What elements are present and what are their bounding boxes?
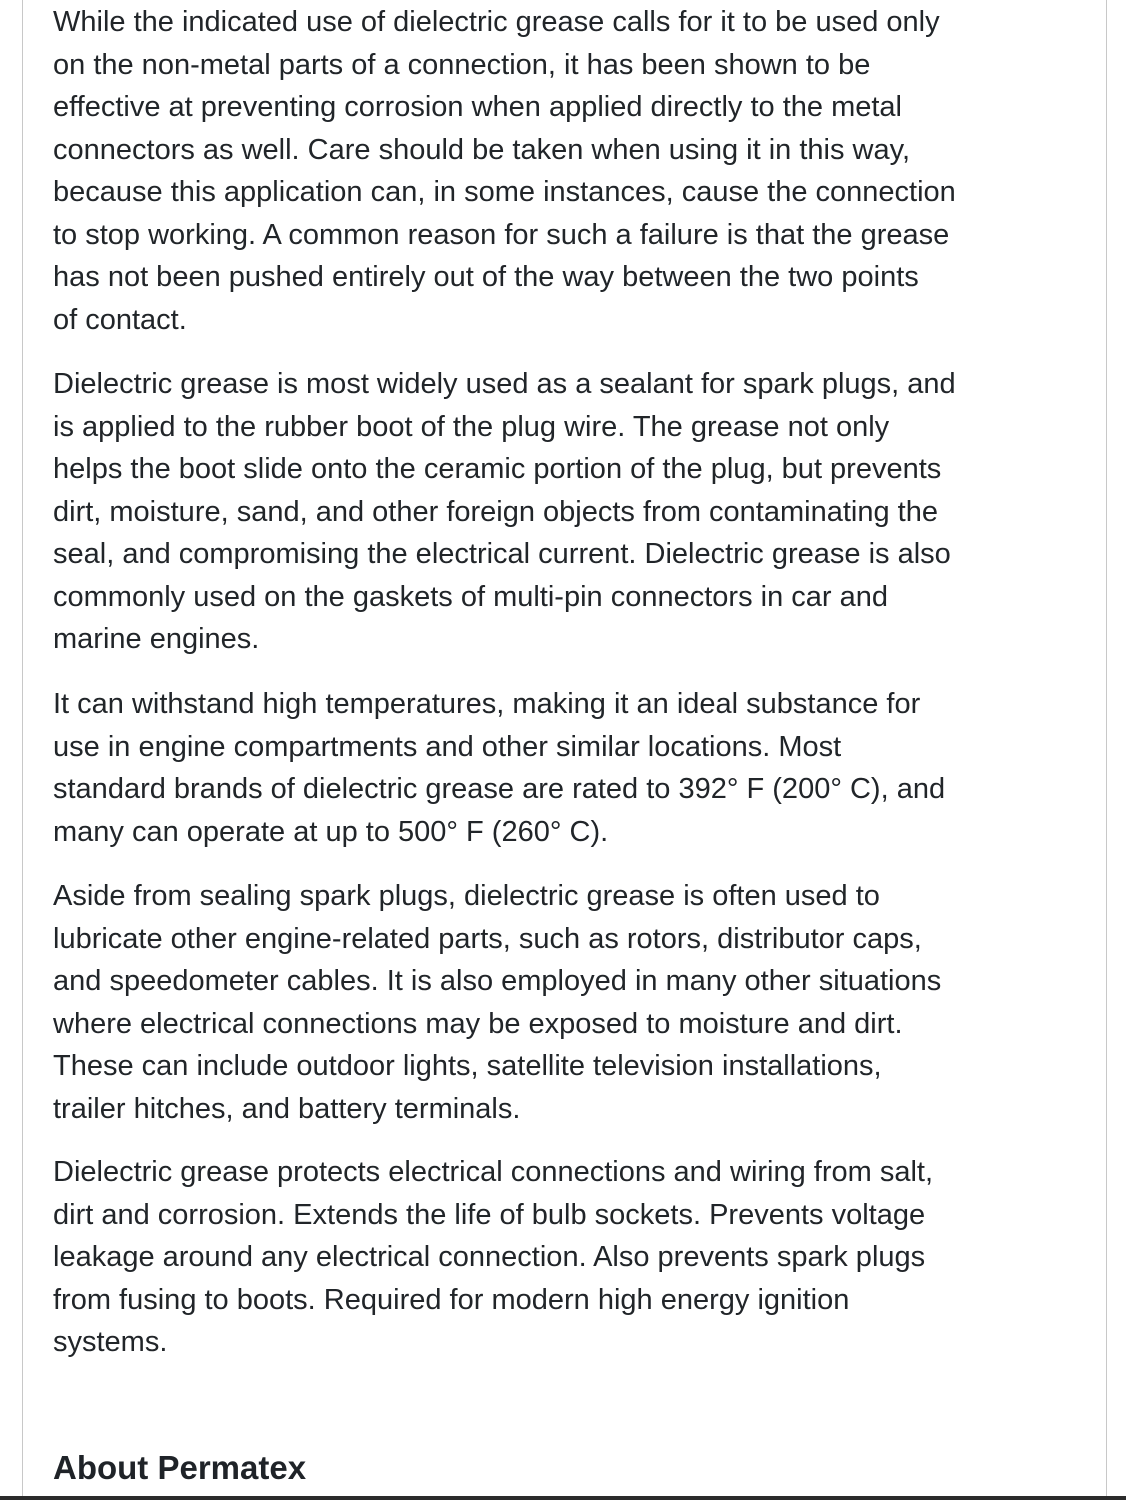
text-line: dirt and corrosion. Extends the life of bulb sockets. Prevents voltage (53, 1198, 926, 1231)
text-line: of contact. (53, 303, 187, 336)
paragraph-spark-plugs (53, 363, 956, 661)
text-line: leakage around any electrical connection. Also prevents spark plugs (53, 1241, 926, 1273)
text-line: standard brands of dielectric grease are rated to 392° F (200° C), and (53, 773, 946, 805)
text-line: helps the boot slide onto the ceramic portion of the plug, but prevents (53, 453, 942, 485)
text-line: It can withstand high temperatures, making it an ideal substance for (53, 688, 921, 720)
text-line: dirt, moisture, sand, and other foreign objects from contaminating the (53, 495, 938, 528)
paragraph-protection (53, 1151, 933, 1364)
text-line: many can operate at up to 500° F (260° C). (53, 815, 609, 848)
text-line: effective at preventing corrosion when applied directly to the metal (53, 91, 903, 123)
text-line: Dielectric grease is most widely used as a sealant for spark plugs, and (53, 368, 956, 400)
text-line: systems. (53, 1326, 168, 1358)
text-line: is applied to the rubber boot of the plug wire. The grease not only (53, 410, 890, 443)
text-line: lubricate other engine-related parts, such as rotors, distributor caps, (53, 922, 922, 955)
text-line: has not been pushed entirely out of the way between the two points (53, 261, 919, 293)
text-line: seal, and compromising the electrical current. Dielectric grease is also (53, 538, 951, 570)
text-line: commonly used on the gaskets of multi-pin connectors in car and (53, 580, 888, 613)
text-line: to stop working. A common reason for such a failure is that the grease (53, 218, 950, 251)
text-line: These can include outdoor lights, satellite television installations, (53, 1050, 882, 1082)
text-line: marine engines. (53, 623, 260, 655)
text-line: on the non-metal parts of a connection, it has been shown to be (53, 48, 871, 81)
text-line: Dielectric grease protects electrical connections and wiring from salt, (53, 1156, 934, 1188)
text-line: Aside from sealing spark plugs, dielectric grease is often used to (53, 880, 880, 912)
text-line: from fusing to boots. Required for modern high energy ignition (53, 1283, 850, 1316)
paragraph-usage-on-metal (53, 1, 956, 341)
section-heading-about: About Permatex (53, 1449, 307, 1486)
text-line: use in engine compartments and other similar locations. Most (53, 730, 842, 763)
bottom-bar (0, 1496, 1126, 1500)
text-line: where electrical connections may be exposed to moisture and dirt. (53, 1007, 903, 1040)
paragraph-other-uses (53, 875, 941, 1130)
text-line: because this application can, in some instances, cause the connection (53, 176, 956, 208)
text-line: and speedometer cables. It is also employed in many other situations (53, 965, 942, 997)
text-line: connectors as well. Care should be taken when using it in this way, (53, 133, 911, 166)
text-line: While the indicated use of dielectric grease calls for it to be used only (53, 6, 940, 38)
paragraph-temperature (53, 683, 945, 853)
text-line: trailer hitches, and battery terminals. (53, 1092, 521, 1125)
